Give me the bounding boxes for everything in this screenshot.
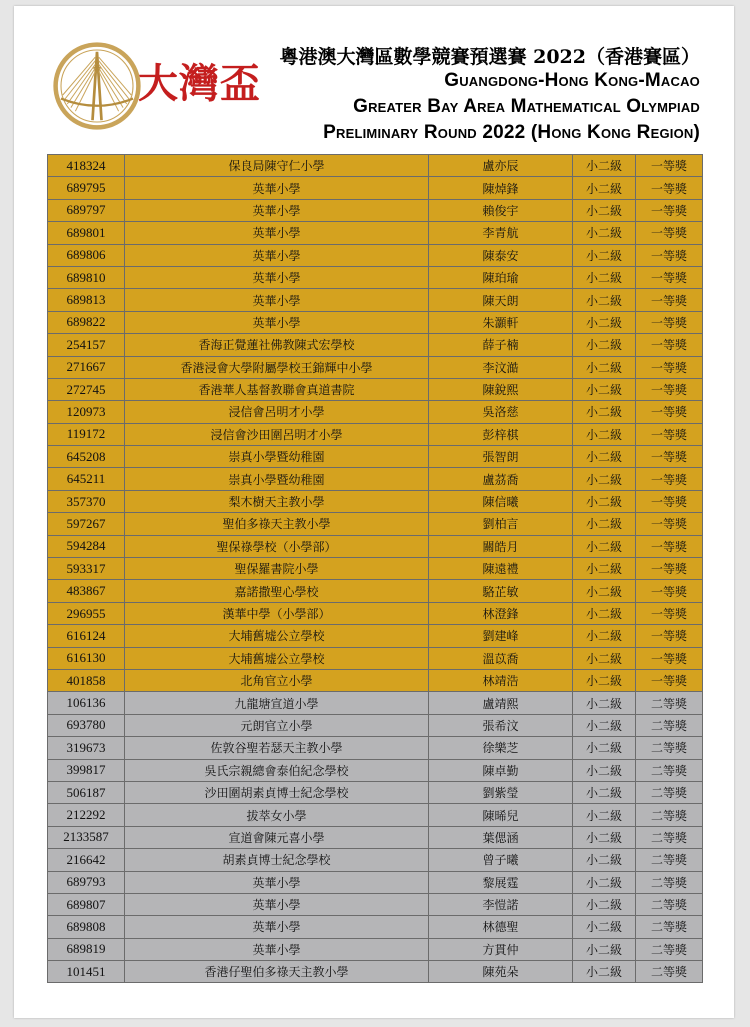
school-name-cell: 九龍塘宣道小學 [125,692,429,714]
award-cell: 二等獎 [636,759,703,781]
award-cell: 一等獎 [636,423,703,445]
student-name-cell: 黎展霆 [429,871,573,893]
award-cell: 一等獎 [636,356,703,378]
grade-cell: 小二級 [573,468,636,490]
candidate-id-cell: 616124 [48,625,125,647]
table-row [48,490,703,512]
candidate-id-cell: 212292 [48,804,125,826]
student-name-cell: 李青航 [429,222,573,244]
candidate-id-cell: 271667 [48,356,125,378]
grade-cell: 小二級 [573,401,636,423]
table-row [48,737,703,759]
candidate-id-cell: 689813 [48,289,125,311]
table-row [48,244,703,266]
school-name-cell: 胡素貞博士紀念學校 [125,849,429,871]
award-cell: 二等獎 [636,916,703,938]
school-name-cell: 英華小學 [125,893,429,915]
award-cell: 一等獎 [636,199,703,221]
page-title-english-line-1: Guangdong-Hong Kong-Macao [444,70,700,91]
student-name-cell: 劉紫瑩 [429,781,573,803]
table-row [48,401,703,423]
student-name-cell: 李愷諾 [429,893,573,915]
candidate-id-cell: 119172 [48,423,125,445]
grade-cell: 小二級 [573,490,636,512]
candidate-id-cell: 319673 [48,737,125,759]
student-name-cell: 方貫仲 [429,938,573,960]
candidate-id-cell: 689807 [48,893,125,915]
grade-cell: 小二級 [573,199,636,221]
school-name-cell: 保良局陳守仁小學 [125,155,429,177]
grade-cell: 小二級 [573,804,636,826]
school-name-cell: 聖保祿學校（小學部） [125,535,429,557]
school-name-cell: 北角官立小學 [125,669,429,691]
award-cell: 一等獎 [636,378,703,400]
grade-cell: 小二級 [573,356,636,378]
candidate-id-cell: 106136 [48,692,125,714]
candidate-id-cell: 689822 [48,311,125,333]
award-cell: 一等獎 [636,244,703,266]
grade-cell: 小二級 [573,378,636,400]
grade-cell: 小二級 [573,759,636,781]
grade-cell: 小二級 [573,781,636,803]
grade-cell: 小二級 [573,423,636,445]
student-name-cell: 張希汶 [429,714,573,736]
student-name-cell: 陳焯鋒 [429,177,573,199]
school-name-cell: 浸信會沙田圍呂明才小學 [125,423,429,445]
student-name-cell: 陳苑朵 [429,961,573,983]
table-row [48,692,703,714]
school-name-cell: 英華小學 [125,871,429,893]
student-name-cell: 吳洛慈 [429,401,573,423]
candidate-id-cell: 689806 [48,244,125,266]
award-cell: 一等獎 [636,155,703,177]
student-name-cell: 陳遠禮 [429,558,573,580]
student-name-cell: 劉建峰 [429,625,573,647]
candidate-id-cell: 693780 [48,714,125,736]
school-name-cell: 英華小學 [125,244,429,266]
school-name-cell: 漢華中學（小學部） [125,602,429,624]
candidate-id-cell: 357370 [48,490,125,512]
table-row [48,781,703,803]
candidate-id-cell: 120973 [48,401,125,423]
table-row [48,849,703,871]
grade-cell: 小二級 [573,737,636,759]
table-row [48,625,703,647]
table-row [48,804,703,826]
grade-cell: 小二級 [573,692,636,714]
school-name-cell: 英華小學 [125,222,429,244]
student-name-cell: 陳銳熙 [429,378,573,400]
grade-cell: 小二級 [573,580,636,602]
award-cell: 二等獎 [636,961,703,983]
student-name-cell: 葉偲涵 [429,826,573,848]
grade-cell: 小二級 [573,893,636,915]
results-page [14,6,734,1018]
school-name-cell: 崇真小學暨幼稚園 [125,468,429,490]
student-name-cell: 徐樂芝 [429,737,573,759]
student-name-cell: 盧亦辰 [429,155,573,177]
award-cell: 一等獎 [636,334,703,356]
table-row [48,446,703,468]
school-name-cell: 英華小學 [125,266,429,288]
candidate-id-cell: 689819 [48,938,125,960]
student-name-cell: 劉柏言 [429,513,573,535]
candidate-id-cell: 483867 [48,580,125,602]
school-name-cell: 沙田圍胡素貞博士紀念學校 [125,781,429,803]
table-row [48,893,703,915]
table-row [48,916,703,938]
table-row [48,580,703,602]
school-name-cell: 吳氏宗親總會泰伯紀念學校 [125,759,429,781]
candidate-id-cell: 254157 [48,334,125,356]
award-cell: 二等獎 [636,826,703,848]
student-name-cell: 李汶澔 [429,356,573,378]
award-cell: 一等獎 [636,490,703,512]
school-name-cell: 英華小學 [125,199,429,221]
school-name-cell: 聖保羅書院小學 [125,558,429,580]
award-cell: 一等獎 [636,446,703,468]
grade-cell: 小二級 [573,849,636,871]
student-name-cell: 賴俊宇 [429,199,573,221]
candidate-id-cell: 689795 [48,177,125,199]
table-row [48,222,703,244]
award-cell: 一等獎 [636,602,703,624]
candidate-id-cell: 418324 [48,155,125,177]
school-name-cell: 元朗官立小學 [125,714,429,736]
grade-cell: 小二級 [573,244,636,266]
award-cell: 一等獎 [636,647,703,669]
candidate-id-cell: 401858 [48,669,125,691]
candidate-id-cell: 593317 [48,558,125,580]
student-name-cell: 盧靖熙 [429,692,573,714]
school-name-cell: 英華小學 [125,289,429,311]
table-row [48,266,703,288]
school-name-cell: 香港仔聖伯多祿天主教小學 [125,961,429,983]
award-cell: 一等獎 [636,669,703,691]
school-name-cell: 英華小學 [125,916,429,938]
school-name-cell: 浸信會呂明才小學 [125,401,429,423]
candidate-id-cell: 296955 [48,602,125,624]
candidate-id-cell: 689808 [48,916,125,938]
school-name-cell: 梨木樹天主教小學 [125,490,429,512]
grade-cell: 小二級 [573,513,636,535]
award-cell: 一等獎 [636,177,703,199]
award-cell: 二等獎 [636,871,703,893]
award-cell: 一等獎 [636,625,703,647]
candidate-id-cell: 272745 [48,378,125,400]
table-row [48,468,703,490]
student-name-cell: 林澄鋒 [429,602,573,624]
award-cell: 二等獎 [636,781,703,803]
student-name-cell: 駱芷敏 [429,580,573,602]
award-cell: 二等獎 [636,893,703,915]
table-row [48,155,703,177]
candidate-id-cell: 645211 [48,468,125,490]
grade-cell: 小二級 [573,177,636,199]
table-row [48,356,703,378]
grade-cell: 小二級 [573,871,636,893]
logo-wordmark: 大灣盃 [138,60,261,107]
award-cell: 二等獎 [636,714,703,736]
table-row [48,334,703,356]
candidate-id-cell: 101451 [48,961,125,983]
school-name-cell: 大埔舊墟公立學校 [125,625,429,647]
school-name-cell: 英華小學 [125,938,429,960]
table-row [48,871,703,893]
grade-cell: 小二級 [573,446,636,468]
student-name-cell: 盧茘喬 [429,468,573,490]
candidate-id-cell: 645208 [48,446,125,468]
candidate-id-cell: 689801 [48,222,125,244]
table-row [48,423,703,445]
school-name-cell: 英華小學 [125,311,429,333]
student-name-cell: 彭梓棋 [429,423,573,445]
grade-cell: 小二級 [573,311,636,333]
student-name-cell: 陳泰安 [429,244,573,266]
school-name-cell: 聖伯多祿天主教小學 [125,513,429,535]
school-name-cell: 香海正覺蓮社佛教陳式宏學校 [125,334,429,356]
school-name-cell: 大埔舊墟公立學校 [125,647,429,669]
student-name-cell: 林靖浩 [429,669,573,691]
grade-cell: 小二級 [573,669,636,691]
school-name-cell: 佐敦谷聖若瑟天主教小學 [125,737,429,759]
table-row [48,647,703,669]
table-row [48,938,703,960]
award-cell: 一等獎 [636,558,703,580]
table-row [48,199,703,221]
award-cell: 二等獎 [636,737,703,759]
bridge-logo-icon [52,41,142,131]
award-cell: 一等獎 [636,222,703,244]
grade-cell: 小二級 [573,222,636,244]
table-row [48,311,703,333]
page-title-english-line-2: Greater Bay Area Mathematical Olympiad [353,96,700,117]
grade-cell: 小二級 [573,289,636,311]
candidate-id-cell: 216642 [48,849,125,871]
table-row [48,378,703,400]
table-row [48,669,703,691]
page-title-chinese: 粵港澳大灣區數學競賽預選賽 2022（香港賽區） [279,46,700,68]
candidate-id-cell: 2133587 [48,826,125,848]
grade-cell: 小二級 [573,155,636,177]
table-row [48,513,703,535]
award-cell: 二等獎 [636,849,703,871]
grade-cell: 小二級 [573,938,636,960]
award-cell: 一等獎 [636,580,703,602]
grade-cell: 小二級 [573,334,636,356]
candidate-id-cell: 597267 [48,513,125,535]
student-name-cell: 朱灝軒 [429,311,573,333]
candidate-id-cell: 594284 [48,535,125,557]
student-name-cell: 陳珀瑜 [429,266,573,288]
student-name-cell: 溫苡喬 [429,647,573,669]
award-cell: 二等獎 [636,938,703,960]
table-row [48,826,703,848]
table-row [48,961,703,983]
school-name-cell: 香港華人基督教聯會真道書院 [125,378,429,400]
award-cell: 一等獎 [636,289,703,311]
award-cell: 一等獎 [636,311,703,333]
student-name-cell: 陳信曦 [429,490,573,512]
grade-cell: 小二級 [573,535,636,557]
student-name-cell: 陳晞兒 [429,804,573,826]
candidate-id-cell: 399817 [48,759,125,781]
table-row [48,289,703,311]
candidate-id-cell: 689810 [48,266,125,288]
student-name-cell: 陳卓勤 [429,759,573,781]
student-name-cell: 曾子曦 [429,849,573,871]
award-cell: 一等獎 [636,513,703,535]
award-cell: 一等獎 [636,468,703,490]
grade-cell: 小二級 [573,625,636,647]
student-name-cell: 張智朗 [429,446,573,468]
school-name-cell: 拔萃女小學 [125,804,429,826]
award-cell: 二等獎 [636,804,703,826]
grade-cell: 小二級 [573,714,636,736]
candidate-id-cell: 616130 [48,647,125,669]
results-table-body [48,155,703,983]
school-name-cell: 嘉諾撒聖心學校 [125,580,429,602]
award-cell: 二等獎 [636,692,703,714]
student-name-cell: 林德聖 [429,916,573,938]
table-row [48,759,703,781]
school-name-cell: 香港浸會大學附屬學校王錦輝中小學 [125,356,429,378]
table-row [48,558,703,580]
candidate-id-cell: 506187 [48,781,125,803]
grade-cell: 小二級 [573,916,636,938]
candidate-id-cell: 689793 [48,871,125,893]
table-row [48,714,703,736]
award-cell: 一等獎 [636,535,703,557]
grade-cell: 小二級 [573,602,636,624]
table-row [48,177,703,199]
page-title-english-line-3: Preliminary Round 2022 (Hong Kong Region) [323,122,700,143]
award-cell: 一等獎 [636,266,703,288]
table-row [48,602,703,624]
grade-cell: 小二級 [573,647,636,669]
grade-cell: 小二級 [573,266,636,288]
candidate-id-cell: 689797 [48,199,125,221]
results-table [47,154,703,983]
award-cell: 一等獎 [636,401,703,423]
school-name-cell: 宣道會陳元喜小學 [125,826,429,848]
grade-cell: 小二級 [573,961,636,983]
school-name-cell: 英華小學 [125,177,429,199]
school-name-cell: 崇真小學暨幼稚園 [125,446,429,468]
table-row [48,535,703,557]
grade-cell: 小二級 [573,826,636,848]
student-name-cell: 薛子楠 [429,334,573,356]
student-name-cell: 陳天朗 [429,289,573,311]
student-name-cell: 關皓月 [429,535,573,557]
grade-cell: 小二級 [573,558,636,580]
